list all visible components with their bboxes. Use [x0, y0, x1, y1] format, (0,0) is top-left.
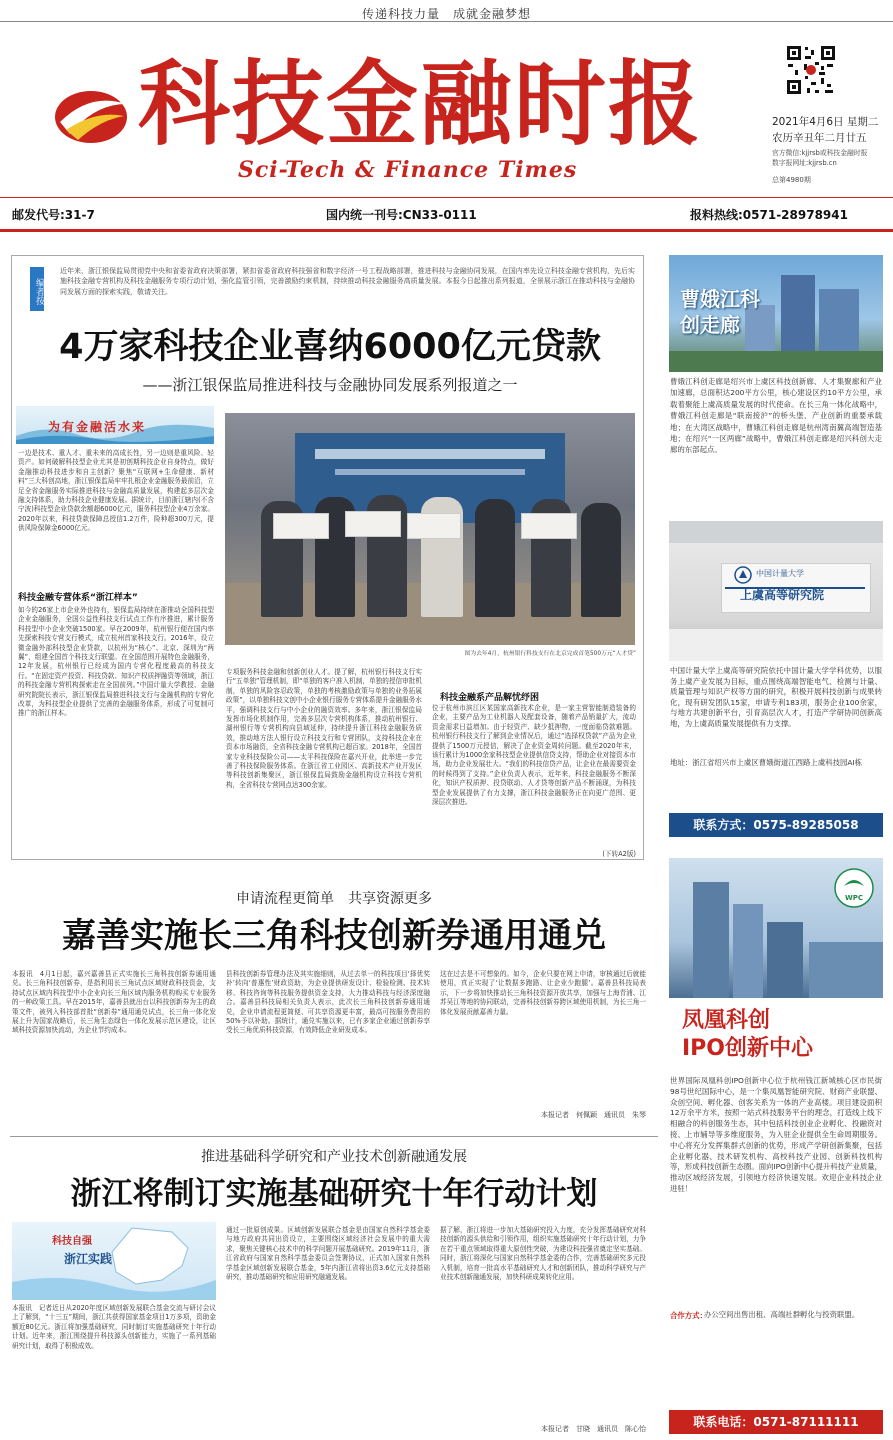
ad2-contact: 联系方式：0575-89285058 — [669, 813, 883, 837]
issue-number: 总第4980期 — [772, 176, 811, 184]
ad1-title: 曹娥江科创走廊 — [680, 287, 760, 337]
lead-subhead: ——浙江银保监局推进科技与金融协同发展系列报道之一 — [142, 376, 518, 394]
ad3-contact-text: 办公空间出售出租、高端社群孵化与投资联盟。 — [704, 1310, 860, 1319]
story2-col3: 这在过去是不可想象的。如今，企业只要在网上申请，审核通过后就能使用，真正实现了‘让数据多跑路、让企业少跑腿’。嘉善县科技局表示，下一步将加快推动长三角科技资源开放共享，加强与上海青浦、江苏吴江等地的协同联动，完善科技创新券跨区域使用机制，为长三角一体化发展贡献嘉善力量。 — [440, 970, 646, 1016]
lead-photo — [225, 413, 635, 645]
lead-col2: 专项服务科技金融和创新创业人才。提了解，杭州银行科技支行实行“五单独”管理机制，即“单独的客户准入机制，单独的授信审批机制，单独的风险容忍政策，单独的考核激励政策与单独的业务拓展政策”，以单独科技文创中小企业银行服务专营体系提升金融服务水平，强调科技支行与中小企业的融资效率。多年来，浙江银保监局发挥市场化机制作用，完善多层次专营机构体系，推动杭州银行、湖州银行等专营机构向县域延伸，持续提升浙江科技金融服务质效，推动地方法人银行设立科技支行和专营团队，支持科技企业在资本市场融资，全省科技金融专营机构已超百家。2018年，全国首家专业科技保险公司——太平科技保险在嘉兴开业，此举进一步完善了科技保险服务体系。在浙江省工业园区、高新技术产业开发区等科技创新集聚区，浙江银保监局鼓励金融机构设立科技专营机构，全省科技专营网点达300余家。 — [226, 668, 422, 789]
postal-code: 邮发代号:31-7 — [12, 208, 95, 222]
story2-byline: 本报记者 何佩颖 通讯员 朱琴 — [541, 1111, 646, 1119]
editor-note: 近年来，浙江银保监局贯彻党中央和省委省政府决策部署，紧扣省委省政府科技强省和数字经济一号工程战略部署，推进科技与金融协同发展，在国内率先设立科技金融专营机构，先后实施科技金融专营机构及科技金融服务专项行动计划，强化监管引领，完善激励约束机制，持续推动科技金融服务高质量发展。本报今日起推出系列报道，全景展示浙江在推动科技与金融协同发展方面的探索实践，敬请关注。 — [60, 267, 635, 296]
masthead-bottom-rule — [0, 197, 893, 198]
ad3-contact-label: 合作方式： — [670, 1311, 707, 1320]
lead-subhead-1: 科技金融专营体系“浙江样本” — [18, 593, 138, 603]
ad2-body: 中国计量大学上虞高等研究院依托中国计量大学学科优势，以服务上虞产业发展为目标，重点围绕高端智能电气、检测与计量、质量管理与知识产权等方面的研究，积极开展科技创新与成果转化，现有研发团队15家，申请专利183项，服务企业100余家，与地方共建创新平台，引育高层次人才，打造产学研协同创新高地，为上虞高质量发展提供有力支撑。 — [670, 666, 882, 728]
ad3-logo-text: WPC — [845, 894, 863, 902]
cn-number: 国内统一刊号:CN33-0111 — [326, 208, 477, 222]
editor-note-tag: 编者按 — [30, 267, 44, 311]
story3-box-tag: 科技自强 — [52, 1236, 92, 1247]
ad2-sign-1: 中国计量大学 — [756, 569, 804, 578]
story3-headline: 浙江将制订实施基础研究十年行动计划 — [70, 1176, 598, 1212]
issue-date: 2021年4月6日 星期二 — [772, 116, 879, 128]
digital-note: 数字报网址:kjjrsb.cn — [772, 159, 837, 167]
lead-col3: 位于杭州市滨江区某国家高新技术企业，是一家主营智能制造装备的企业，主要产品为工业机器人及配套设备，随着产品销量扩大，流动资金需求日益增加。由于轻资产、缺少抵押物，一度面临贷款难题。杭州银行科技支行了解到企业情况后，通过“选择权贷款”产品为企业提供了1500万元授信，解决了企业资金周转问题。截至2020年末，该行累计为1000余家科技型企业提供信贷支持，帮助企业对接资本市场，助力企业发展壮大。“我们的科技信贷产品，让企业在最需要资金的时候得到了支持。”企业负责人表示，近年来，科技金融服务不断深化，知识产权质押、投贷联动、人才贷等创新产品不断涌现，为科技型企业发展提供了有力支撑，浙江科技金融服务正在向更广范围、更深层次推进。 — [432, 704, 636, 807]
story3-byline: 本报记者 甘晓 通讯员 陈心怡 — [541, 1425, 646, 1433]
story2-kicker: 申请流程更简单 共享资源更多 — [236, 891, 432, 907]
wpc-logo-icon — [834, 868, 874, 908]
ad3-phone: 联系电话：0571-87111111 — [669, 1410, 883, 1434]
zhejiang-map-graphic — [12, 1222, 216, 1300]
story3-col2: 通过一批原创成果。区域创新发展联合基金是由国家自然科学基金委与地方政府共同出资设立，主要围绕区域经济社会发展中的重大需求，聚焦关键核心技术中的科学问题开展基础研究。2019年11月，浙江省政府与国家自然科学基金委员会签署协议，正式加入国家自然科学基金区域创新发展联合基金，5年内浙江省将出资3.6亿元支持基础研究，推动基础研究和应用研究融通发展。 — [226, 1226, 430, 1282]
lead-col1-bottom: 如今的26家上市企业外也持有，银保监局持续在浙推动全国科技型企业金融服务，全国公益性科技支行试点工作有序推进，累计服务科技型中小企业突破1500家。早在2009年，杭州银行便在国内率先探索科技专营支行模式，成立杭州首家科技支行。2016年，设立微金融外部科技型企业贷款，以杭州为“核心”、北京、深圳为“两翼”，组建全国首个科技支行联盟。在全国范围开展特色金融服务，12年发展，杭州银行已经成为国内专营化程度最高的科技支行。“在固定资产投资、科技贷款、知识产权质押融资等领域，浙江的科技金融专营机构探索走在全国前列。”中国计量大学教授、金融研究院院长表示，浙江银保监局推进科技支行与金融机构的专营化改革，为科技型企业提供了完善的金融服务体系，形成了可复制可推广的浙江样本。 — [18, 606, 214, 718]
story2-headline: 嘉善实施长三角科技创新券通用通兑 — [62, 916, 606, 956]
ad2-address: 地址：浙江省绍兴市上虞区曹娥街道江西路上虞科技园AI栋 — [670, 758, 863, 767]
qr-code-icon — [785, 44, 837, 96]
lead-headline: 4万家科技企业喜纳6000亿元贷款 — [59, 327, 601, 367]
newspaper-title: 科技金融时报 — [138, 50, 703, 158]
newspaper-logo-icon — [50, 82, 132, 152]
hotline: 报料热线:0571-28978941 — [690, 208, 848, 222]
story3-col1: 本报讯 记者近日从2020年度区域创新发展联合基金交流与研讨会议上了解到，“十三五”期间，浙江共获得国家基金项目1万多项，资助金额近80亿元。浙江将加强基础研究，同时制订实施基础研究十年行动计划。近年来，浙江围绕提升科技源头创新能力，实施了一系列基础研究计划，取得了积极成效。 — [12, 1304, 216, 1350]
slogan: 传递科技力量 成就金融梦想 — [361, 7, 531, 21]
newspaper-title-en: Sci-Tech & Finance Times — [238, 157, 578, 183]
ad3-body: 世界国际凤凰科创IPO创新中心位于杭州钱江新城核心区市民街98号世纪国际中心，是一个集凤凰智能研究院、财商产业联盟、众创空间、孵化器、创客关系为一体的产业高楼。项目建设面积12万余平方米，按照一站式科技服务平台的理念，打造线上线下相融合的科创服务生态，其中包括科技创业企业孵化、投融资对接、上市辅导等多维度服务，为入驻企业提供全生命周期服务。中心将充分发挥集群式创新的优势，形成产学研创新集聚，包括企业孵化器、技术研发机构、高校科技产业园、创新科技机构等，形成科技创新生态圈。面向IPO创新中心提升科技产业质量，推动区域经济发展，引领地方经济快速发展。欢迎企业科技企业进驻！ — [670, 1076, 882, 1193]
ad3-title-2: IPO创新中心 — [682, 1036, 814, 1061]
lunar-date: 农历辛丑年二月廿五 — [772, 132, 867, 144]
ad1-body: 曹娥江科创走廊是绍兴市上虞区科技创新廊、人才集聚廊和产业加速廊，总面积达200平方公里，核心建设区约10平方公里，承载着聚能上虞高质量发展的时代使命。在长三角一体化战略中，曹娥江科创走廊是“联南接沪”的桥头堡、产业创新的重要承载地；在大湾区战略中，曹娥江科创走廊是杭州湾南翼高端智造基地；在绍兴“一区两廊”战略中，曹娥江科创走廊是绍兴科创大走廊的东部起点。 — [670, 377, 882, 455]
lead-subhead-2: 科技金融系产品解忧纾困 — [440, 693, 540, 703]
banner-text: 为有金融活水来 — [48, 420, 147, 434]
section-divider — [10, 1136, 658, 1137]
story2-col2: 县科技创新券管理办法及其实施细则，从过去单一的科技项目‘择优奖补’转向‘普惠性’财政资助，为企业提供研发设计、检验检测、技术转移、科技咨询等科技服务提供资金支持，大力推动科技与经济深度融合。嘉善县科技局相关负责人表示，此次长三角科技创新券通用通兑，企业申请流程更简便、可共享资源更丰富，最高可按服务费用的50%予以补助。据统计，通兑实施以来，已有多家企业通过创新券享受长三角优质科技资源，有效降低企业研发成本。 — [226, 970, 430, 1035]
story3-kicker: 推进基础科学研究和产业技术创新融通发展 — [201, 1149, 467, 1165]
lead-continued: (下转A2版) — [560, 848, 636, 858]
ad2-sign-2: 上虞高等研究院 — [740, 588, 825, 602]
story2-col1: 本报讯 4月1日起，嘉兴嘉善县正式实施长三角科技创新券通用通兑。长三角科技创新券，是指利用长三角试点区域财政科技资金，支持试点区域内科技型中小企业向长三角区域内服务机构购买专业服务的一种政策工具。早在2015年，嘉善县就出台以科技创新券为主的政策文件，被列入科技部首批“创新券”通用通兑试点，长三角一体化发展上升为国家战略后，长三角生态绿色一体化发展示范区建设，让区域科技资源加快流动，为企业节约成本。 — [12, 970, 216, 1035]
story3-box-title: 浙江实践 — [64, 1252, 113, 1266]
university-emblem-icon — [734, 566, 752, 584]
lead-col1-top: 一边是技术、重人才、重未来的高成长性，另一边则是重风险、轻资产。如何破解科技型企业尤其是初创期科技企业自身特点，做好金融推动科技进步和自主创新？聚焦“互联网+生命健康、新材料”三大科创高地，浙江银保监局牢牢扎根企业金融服务最前沿，立足全省金融服务实际推进科技与金融高质量发展，构建起多层次金融支持体系，助力科技企业健康发展。据统计，目前浙江辖内(不含宁波)科技型企业贷款余额超6000亿元，服务科技型企业4万余家。2020年以来，科技贷款保障总授信1.2万件，险种超300万元，提供风险保障金6000亿元。 — [18, 449, 214, 533]
wechat-note: 官方微信:kjjrsb或科技金融时报 — [772, 149, 868, 157]
header-double-rule — [0, 229, 893, 232]
ad3-title-1: 凤凰科创 — [682, 1008, 771, 1033]
lead-photo-caption: 图为去年4月，杭州银行科技支行在北京完成首笔500万元“人才贷” — [464, 651, 636, 657]
story3-col3: 据了解，浙江将进一步加大基础研究投入力度，充分发挥基础研究对科技创新的源头供给和引领作用，组织实施基础研究十年行动计划，力争在若干重点领域取得重大原创性突破，为建设科技强省奠定坚实基础。同时，浙江将深化与国家自然科学基金委的合作，完善基础研究多元投入机制，培育一批高水平基础研究人才和创新团队，推动科学研究与产业技术创新融通发展，加快科研成果转化应用。 — [440, 1226, 646, 1282]
